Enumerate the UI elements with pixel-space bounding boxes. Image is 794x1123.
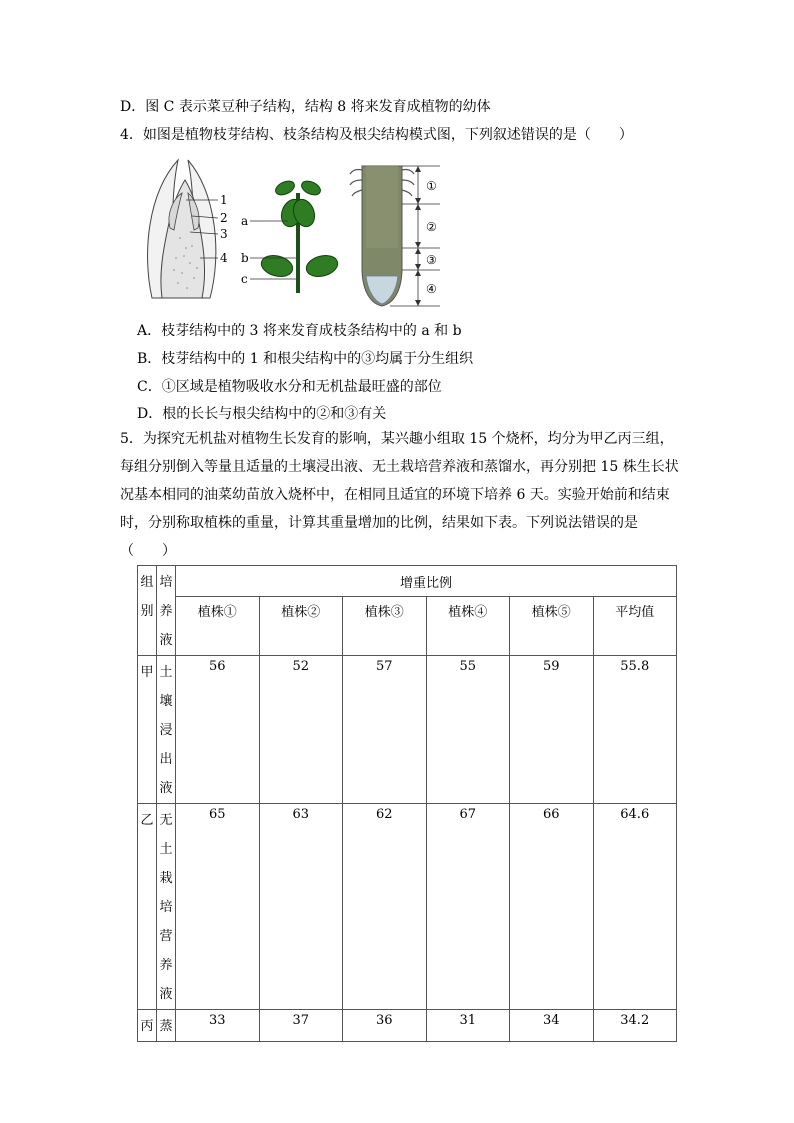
q4-option-d: D．根的长长与根尖结构中的②和③有关 [137, 406, 387, 422]
bud-label-2: 2 [220, 211, 228, 225]
bud-label-4: 4 [220, 251, 228, 265]
row-medium: 无土栽培营养液 [157, 804, 176, 1010]
table-cell: 34.2 [593, 1010, 677, 1042]
q4-option-b: B．枝芽结构中的 1 和根尖结构中的③均属于分生组织 [137, 351, 474, 367]
subheader-plant-1: 植株① [176, 597, 260, 656]
table-cell: 56 [176, 656, 260, 804]
plant-structure-diagrams [140, 158, 450, 308]
table-cell: 33 [176, 1010, 260, 1042]
table-cell: 55.8 [593, 656, 677, 804]
subheader-plant-2: 植株② [259, 597, 343, 656]
root-label-1: ① [426, 179, 437, 193]
branch-label-a: a [241, 214, 249, 228]
root-label-3: ③ [426, 253, 437, 267]
table-row [138, 1010, 677, 1042]
table-cell: 62 [343, 804, 427, 1010]
branch-label-b: b [241, 251, 249, 265]
q5-results-table [137, 565, 677, 1042]
branch-structure-drawing [250, 178, 340, 293]
col-group-header: 组别 [138, 566, 157, 656]
branch-label-c: c [241, 272, 248, 286]
bud-structure-drawing [148, 160, 218, 298]
row-group: 乙 [138, 804, 157, 1010]
table-cell: 34 [510, 1010, 594, 1042]
table-cell: 37 [259, 1010, 343, 1042]
q3-option-d: D．图 C 表示菜豆种子结构，结构 8 将来发育成植物的幼体 [120, 99, 491, 115]
table-cell: 66 [510, 804, 594, 1010]
table-cell: 31 [426, 1010, 510, 1042]
table-cell: 57 [343, 656, 427, 804]
table-cell: 59 [510, 656, 594, 804]
q4-option-c: C．①区域是植物吸收水分和无机盐最旺盛的部位 [137, 379, 442, 395]
bud-label-1: 1 [220, 193, 228, 207]
table-cell: 67 [426, 804, 510, 1010]
q5-stem: 5．为探究无机盐对植物生长发育的影响，某兴趣小组取 15 个烧杯，均分为甲乙丙三组，每组分别倒入等量且适量的土壤浸出液、无土栽培营养液和蒸馏水，再分别把 15 株生长状况基本相同的油菜幼苗放入烧杯中，在相同且适宜的环境下培养 6 天。实验开始前和结束时，分别称取植株的重量，计算其重量增加的比例，结果如下表。下列说法错误的是（ ） [120, 431, 679, 559]
subheader-plant-5: 植株⑤ [510, 597, 594, 656]
row-group: 甲 [138, 656, 157, 804]
q4-figure [140, 158, 450, 312]
table-cell: 36 [343, 1010, 427, 1042]
table-cell: 55 [426, 656, 510, 804]
col-medium-header: 培养液 [157, 566, 176, 656]
row-medium: 土壤浸出液 [157, 656, 176, 804]
row-group: 丙 [138, 1010, 157, 1042]
table-row [138, 656, 677, 804]
q4-stem: 4．如图是植物枝芽结构、枝条结构及根尖结构模式图，下列叙述错误的是（ ） [120, 127, 633, 143]
table-cell: 63 [259, 804, 343, 1010]
root-label-4: ④ [426, 282, 437, 296]
subheader-plant-4: 植株④ [426, 597, 510, 656]
bud-label-3: 3 [220, 227, 228, 241]
table-cell: 64.6 [593, 804, 677, 1010]
root-label-2: ② [426, 220, 437, 234]
subheader-plant-3: 植株③ [343, 597, 427, 656]
table-cell: 65 [176, 804, 260, 1010]
table-cell: 52 [259, 656, 343, 804]
table-row [138, 804, 677, 1010]
col-gain-header: 增重比例 [176, 566, 677, 597]
subheader-average: 平均值 [593, 597, 677, 656]
row-medium: 蒸 [157, 1010, 176, 1042]
q4-option-a: A．枝芽结构中的 3 将来发育成枝条结构中的 a 和 b [137, 323, 462, 339]
